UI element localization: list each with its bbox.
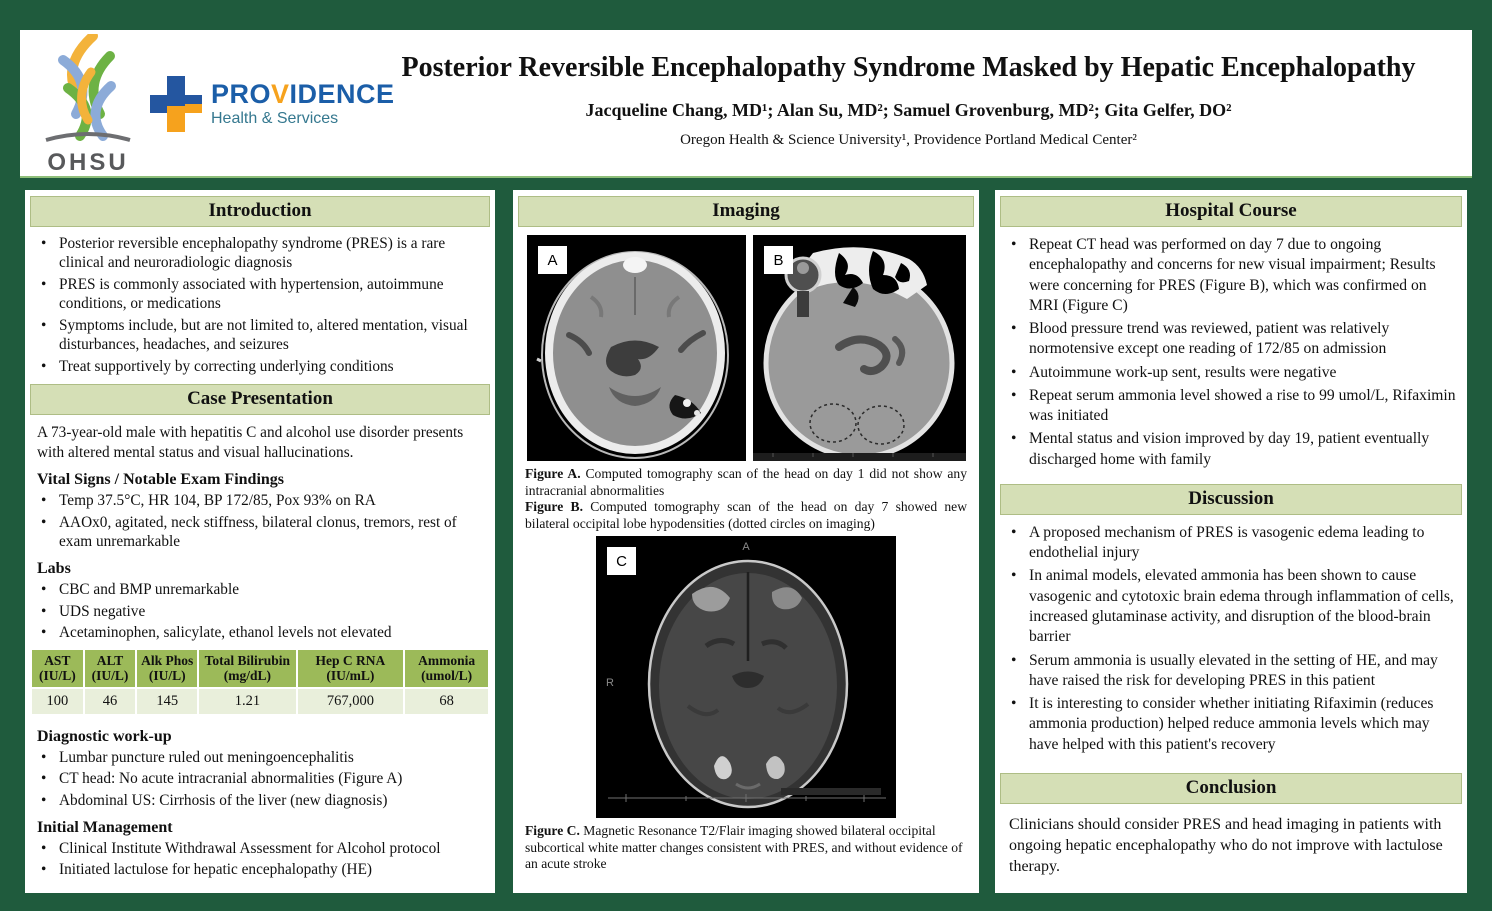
header-text-block (365, 52, 1452, 149)
ct-captions (525, 466, 967, 532)
labs-val-ammonia: 68 (404, 688, 489, 715)
list-item: • Treat supportively by correcting underlying conditions (41, 357, 394, 375)
providence-logo (150, 76, 395, 132)
figure-b-caption: Figure B. Computed tomography scan of the head on day 7 showed new bilateral occipital lobe hypodensities (dotted circles on imaging) (525, 499, 968, 531)
list-item: • Blood pressure trend was reviewed, patient was relatively normotensive except one reading of 172/85 on admission (1011, 320, 1390, 358)
list-item: • Abdominal US: Cirrhosis of the liver (new diagnosis) (41, 791, 388, 809)
figure-b-ct-image (753, 235, 966, 461)
list-item: • Clinical Institute Withdrawal Assessment for Alcohol protocol (41, 839, 441, 857)
providence-cross-icon (150, 76, 202, 132)
providence-post: IDENCE (289, 78, 395, 109)
section-header-case-presentation: Case Presentation (30, 384, 490, 415)
labs-table-header-row (31, 649, 489, 688)
mri-scan-c (596, 536, 896, 818)
header-band (20, 30, 1472, 178)
figure-b-label: B (764, 246, 793, 274)
mri-caption-block (525, 823, 967, 873)
ohsu-logo (36, 34, 140, 177)
ohsu-wordmark: OHSU (47, 149, 129, 176)
svg-text:R: R (606, 677, 614, 690)
poster-title: Posterior Reversible Encephalopathy Syndrome Masked by Hepatic Encephalopathy (401, 52, 1416, 83)
case-presentation-body (25, 423, 495, 643)
section-header-discussion: Discussion (1000, 484, 1462, 515)
list-item: • Repeat CT head was performed on day 7 due to ongoing encephalopathy and concerns for new visual impairment; Results were concerning for PRES (Figure B), which was confirmed on MRI (Figure C) (1011, 236, 1436, 314)
conclusion-body (995, 814, 1467, 877)
list-item: • In animal models, elevated ammonia has been shown to cause vasogenic and cytotoxic brain edema through inflammation of cells, increased glutaminase activity, and disruption of the blood-brain barrier (1011, 567, 1454, 646)
labs-col-ast: AST (IU/L) (31, 649, 84, 688)
list-item: • Symptoms include, but are not limited to, altered mentation, visual disturbances, headaches, and seizures (41, 316, 468, 354)
providence-pre: PRO (211, 78, 272, 109)
figure-a-label: A (538, 246, 567, 274)
labs-val-ast: 100 (31, 688, 84, 715)
section-header-introduction: Introduction (30, 196, 490, 227)
section-header-hospital-course: Hospital Course (1000, 196, 1462, 227)
labs-col-hepc: Hep C RNA (IU/mL) (297, 649, 405, 688)
logo-area (36, 34, 395, 177)
labs-val-bilirubin: 1.21 (198, 688, 296, 715)
workup-body (25, 728, 495, 880)
list-item: • Mental status and vision improved by day 19, patient eventually discharged home with family (1011, 430, 1430, 468)
list-item: • Posterior reversible encephalopathy syndrome (PRES) is a rare clinical and neuroradiologic diagnosis (41, 235, 446, 272)
poster-affiliations: Oregon Health & Science University¹, Providence Portland Medical Center² (680, 132, 1137, 148)
list-item: • PRES is commonly associated with hypertension, autoimmune conditions, or medications (41, 275, 444, 313)
list-item: • Initiated lactulose for hepatic encephalopathy (HE) (41, 861, 373, 879)
labs-val-hepc: 767,000 (297, 688, 405, 715)
introduction-body (25, 234, 495, 376)
figure-c-mri-image (596, 536, 896, 818)
list-item: • UDS negative (41, 602, 146, 620)
labs-table (30, 648, 490, 716)
list-item: • Repeat serum ammonia level showed a rise to 99 umol/L, Rifaximin was initiated (1011, 386, 1456, 425)
labs-table-value-row (31, 688, 489, 715)
ct-figure-row (527, 235, 966, 461)
figure-c-label: C (607, 547, 636, 575)
case-intro-text: A 73-year-old male with hepatitis C and alcohol use disorder presents with altered mental status and visual hallucinations. (37, 423, 464, 461)
list-item: • CBC and BMP unremarkable (41, 581, 239, 599)
section-header-imaging: Imaging (518, 196, 974, 227)
figure-a-caption: Figure A. Computed tomography scan of the head on day 1 did not show any intracranial abnormalities (525, 466, 968, 498)
ohsu-flame-icon (38, 34, 138, 146)
list-item: • AAOx0, agitated, neck stiffness, bilateral clonus, tremors, rest of exam unremarkable (41, 513, 457, 550)
list-item: • Acetaminophen, salicylate, ethanol levels not elevated (41, 624, 392, 642)
figure-a-ct-image (527, 235, 746, 461)
hospital-course-body (995, 235, 1467, 470)
section-header-conclusion: Conclusion (1000, 773, 1462, 804)
management-heading: Initial Management (37, 818, 173, 836)
list-item: • Autoimmune work-up sent, results were negative (1011, 363, 1337, 381)
list-item: • Temp 37.5°C, HR 104, BP 172/85, Pox 93% on RA (41, 492, 376, 510)
labs-heading: Labs (37, 560, 71, 578)
providence-tagline: Health & Services (211, 109, 339, 127)
imaging-column (513, 190, 979, 893)
labs-val-alkphos: 145 (136, 688, 198, 715)
vitals-heading: Vital Signs / Notable Exam Findings (37, 471, 285, 489)
poster-authors: Jacqueline Chang, MD¹; Alan Su, MD²; Samuel Grovenburg, MD²; Gita Gelfer, DO² (585, 100, 1232, 120)
list-item: • Serum ammonia is usually elevated in the setting of HE, and may have raised the risk for developing PRES in this patient (1011, 651, 1438, 689)
labs-val-alt: 46 (84, 688, 137, 715)
svg-text:A: A (742, 541, 750, 554)
figure-c-caption: Figure C. Magnetic Resonance T2/Flair imaging showed bilateral occipital subcortical white matter changes consistent with PRES, and without evidence of an acute stroke (525, 823, 963, 872)
list-item: • It is interesting to consider whether initiating Rifaximin (reduces ammonia production) helped reduce ammonia levels which may have helped with this patient's recovery (1011, 695, 1434, 753)
left-column (25, 190, 495, 893)
conclusion-text: Clinicians should consider PRES and head imaging in patients with ongoing hepatic encephalopathy who do not improve with lactulose therapy. (1009, 815, 1443, 876)
right-column (995, 190, 1467, 893)
labs-col-alkphos: Alk Phos (IU/L) (136, 649, 198, 688)
labs-col-alt: ALT (IU/L) (84, 649, 137, 688)
diagnostic-heading: Diagnostic work-up (37, 727, 172, 745)
labs-col-ammonia: Ammonia (umol/L) (404, 649, 489, 688)
labs-col-bilirubin: Total Bilirubin (mg/dL) (198, 649, 296, 688)
discussion-body (995, 523, 1467, 755)
list-item: • Lumbar puncture ruled out meningoencephalitis (41, 748, 354, 766)
providence-v: V (271, 78, 290, 109)
list-item: • CT head: No acute intracranial abnormalities (Figure A) (41, 770, 403, 788)
list-item: • A proposed mechanism of PRES is vasogenic edema leading to endothelial injury (1011, 523, 1425, 562)
